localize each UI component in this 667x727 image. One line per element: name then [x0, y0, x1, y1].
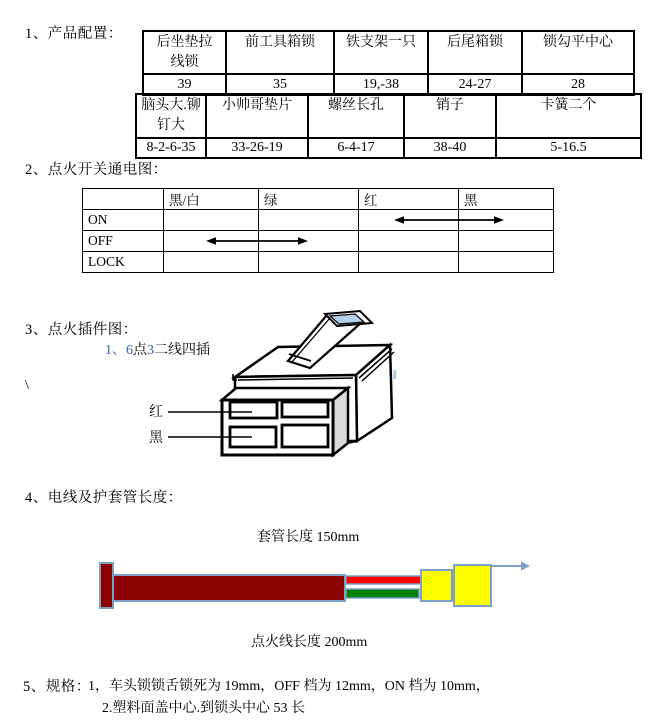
- product-config-table-bottom: [135, 93, 642, 159]
- connector-block-small: [421, 570, 452, 601]
- config-value-cell: 28: [522, 74, 634, 95]
- config-value-cell: 8-2-6-35: [136, 138, 206, 158]
- ignition-col-header: 黑/白: [164, 189, 259, 210]
- ignition-cell: [164, 210, 259, 231]
- ignition-cell: [459, 252, 554, 273]
- config-value-cell: 19,-38: [334, 74, 428, 95]
- connector-front-block: [222, 388, 357, 455]
- green-wire: [346, 589, 419, 598]
- section3-heading: 3、点火插件图：: [25, 322, 138, 338]
- ignition-connector-drawing: [140, 308, 410, 470]
- config-value-cell: 24-27: [428, 74, 522, 95]
- config-header-cell: 小帅哥垫片: [206, 94, 308, 138]
- off-row-double-arrow-icon: [205, 235, 309, 247]
- red-wire: [346, 576, 422, 584]
- ignition-row-header: OFF: [83, 231, 164, 252]
- connector-label-red: 红: [149, 405, 163, 420]
- config-header-cell: 脑头大.铆钉大: [136, 94, 206, 138]
- ignition-col-header: 红: [359, 189, 459, 210]
- section4-heading: 4、电线及护套管长度：: [25, 490, 183, 506]
- ignition-wire-length-label: 点火线长度 200mm: [251, 635, 368, 650]
- subtitle-number: 3: [147, 343, 154, 358]
- config-value-cell: 35: [226, 74, 334, 95]
- ignition-col-header: 黑: [459, 189, 554, 210]
- config-header-cell: 前工具箱锁: [226, 31, 334, 74]
- connector-block-large: [454, 565, 491, 606]
- sheath-tube: [113, 575, 345, 601]
- sheath-length-label: 套管长度 150mm: [257, 530, 360, 545]
- ignition-cell: [359, 252, 459, 273]
- product-config-table-top: [142, 30, 635, 96]
- config-value-cell: 5-16.5: [496, 138, 641, 158]
- ignition-switch-table: [82, 188, 554, 273]
- sheath-end-cap: [100, 563, 113, 608]
- config-header-cell: 后坐垫拉线锁: [143, 31, 226, 74]
- config-value-cell: 39: [143, 74, 226, 95]
- ignition-cell: [83, 189, 164, 210]
- subtitle-number: 1、6: [105, 343, 133, 358]
- section5-heading: 5、规格：: [23, 679, 91, 695]
- direction-arrow-head-icon: [521, 562, 530, 571]
- ignition-cell: [259, 210, 359, 231]
- config-value-cell: 38-40: [404, 138, 496, 158]
- ignition-cell: [164, 252, 259, 273]
- config-header-cell: 螺丝长孔: [308, 94, 404, 138]
- config-header-cell: 铁支架一只: [334, 31, 428, 74]
- on-row-double-arrow-icon: [393, 214, 505, 226]
- config-value-cell: 6-4-17: [308, 138, 404, 158]
- section1-heading: 1、产品配置：: [25, 26, 123, 42]
- stray-backslash: \: [25, 378, 29, 393]
- ignition-row-header: ON: [83, 210, 164, 231]
- spec-line-1: 1，车头锁锁舌锁死为 19mm，OFF 档为 12mm，ON 档为 10mm，: [88, 679, 490, 694]
- ignition-cell: [359, 231, 459, 252]
- subtitle-text: 二线四插: [154, 343, 210, 358]
- wire-length-diagram: [95, 558, 535, 613]
- ignition-row-header: LOCK: [83, 252, 164, 273]
- ignition-cell: [459, 231, 554, 252]
- config-header-cell: 后尾箱锁: [428, 31, 522, 74]
- ignition-col-header: 绿: [259, 189, 359, 210]
- connector-label-black: 黑: [149, 431, 163, 446]
- config-header-cell: 卡簧二个: [496, 94, 641, 138]
- config-value-cell: 33-26-19: [206, 138, 308, 158]
- section2-heading: 2、点火开关通电图：: [25, 162, 168, 178]
- config-header-cell: 锁勾平中心: [522, 31, 634, 74]
- config-header-cell: 销子: [404, 94, 496, 138]
- subtitle-text: 点: [133, 343, 147, 358]
- spec-line-2: 2.塑料面盖中心.到锁头中心 53 长: [102, 701, 305, 716]
- ignition-cell: [259, 252, 359, 273]
